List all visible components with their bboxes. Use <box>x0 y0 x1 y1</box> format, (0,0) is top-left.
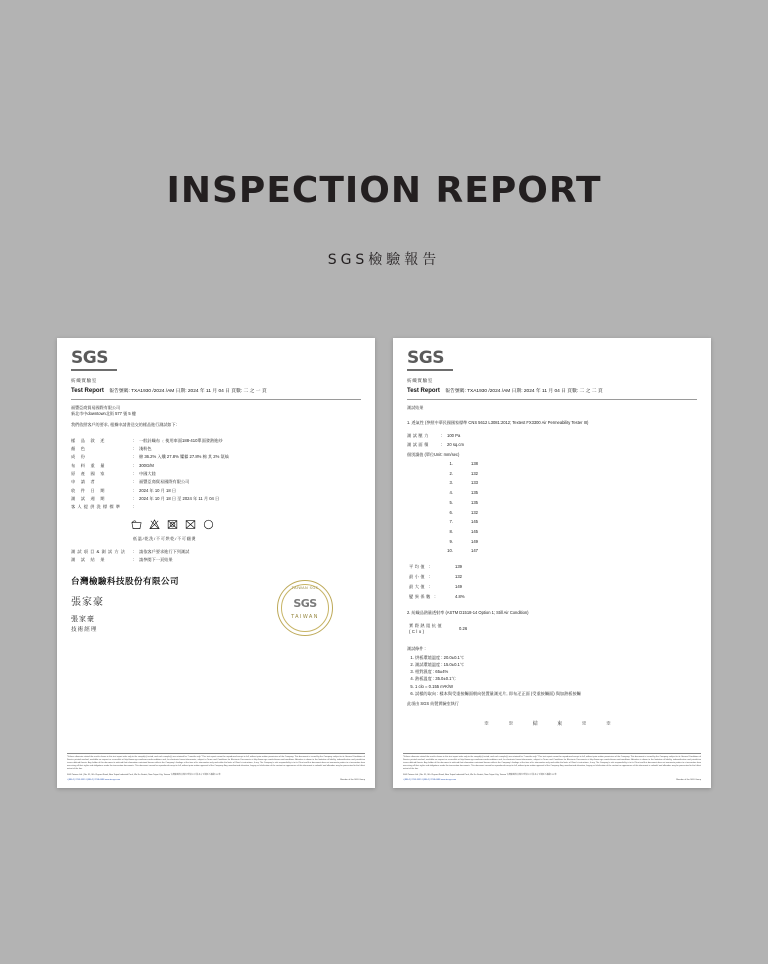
table-row <box>71 470 361 478</box>
table-row <box>409 583 465 591</box>
list-item: 6. 試樣的取向 : 樣本與受重接觸面朝向裝置量測光片, 即布疋正面 (受重接觸面) 與加熱板接觸 <box>415 690 697 697</box>
reading-index: 3. <box>449 480 453 486</box>
footer-address: SGS Taiwan Ltd. | No. 31, Wu Chyuan Road, New Taipei Industrial Park, Wu Ku District, New Taipei City, Taiwan 台灣檢驗科技股份有限公司 新北市五股區五權路 31 號 <box>67 773 221 776</box>
care-note: 低溫/乾洗/不可烘乾/不可翻燙 <box>133 536 197 542</box>
sample-details-table <box>71 437 361 512</box>
client-address-block <box>71 405 361 418</box>
reading-value: 145 <box>471 519 478 525</box>
field-key: 測 試 結 果 <box>71 556 107 562</box>
footer-group-note: Member of the SGS Group <box>340 778 365 781</box>
stat-key: 最大值 : <box>409 583 432 589</box>
table-row <box>409 461 511 469</box>
table-row <box>71 487 361 495</box>
field-value <box>139 503 361 511</box>
conditions-heading: 測試條件 : <box>407 645 426 651</box>
reading-value: 133 <box>471 480 478 486</box>
report-label: Test Report <box>407 387 440 394</box>
table-row <box>409 509 511 517</box>
field-separator: : <box>133 495 135 501</box>
report-meta: 報告號碼: TXA1930 /2024 /AM 日期: 2024 年 11 月 04 日 頁數: 二 之 二 頁 <box>445 388 603 394</box>
footer-contact-bar <box>403 779 701 782</box>
intro-text: 我們依照客戶的要求, 根據申請書送交的樣品進行測試如下: <box>71 421 177 427</box>
param-separator: : <box>441 441 443 447</box>
report-page-1[interactable] <box>57 338 375 788</box>
logo-divider <box>407 369 453 371</box>
param-value: 100 Pa <box>447 433 461 439</box>
reading-value: 135 <box>471 490 478 496</box>
table-row <box>409 470 511 478</box>
field-separator: : <box>133 454 135 460</box>
footer-contact[interactable]: t (886-2) 2299-3939 f (886-2) 2298-0488 www.tw.sgs.com <box>67 778 121 781</box>
field-value: 棉 36.2% 入纖 27.8% 嫘縈 27.8% 棉 其 2% 氨綸 <box>139 454 229 460</box>
fine-print: *Unless otherwise stated the results shown in this test report refer only to the sample(s) tested, and such sample(s) are retained for 7 months only.* This test report cannot be reproduced except in full, without prior written permission of the Company. This document is issued by the Company subject to its General Conditions of Service printed overleaf, available on request or accessible at http://www.sgs.com/terms-and-conditions and, for electronic format documents, subject to Terms and Conditions for Electronic Documents at http://www.sgs.com/en/terms-and-conditions. Attention is drawn to the limitation of liability, indemnification and jurisdiction issues defined therein. Any holder of this document is advised that information contained hereon reflects the Company's findings at the time of its intervention only and within the limits of Client's instructions, if any. The Company's sole responsibility is to its Client and this document does not exonerate parties to a transaction from exercising all their rights and obligations under the transaction documents. This document cannot be reproduced except in full, without prior written approval of the Company. Any unauthorized alteration, forgery or falsification of the content or appearance of this document is unlawful and offenders may be prosecuted to the fullest extent of the law. <box>67 756 365 771</box>
table-row <box>71 445 361 453</box>
param-key: 測試面積 <box>407 441 430 447</box>
stat-key: 最小值 : <box>409 573 432 579</box>
reading-index: 7. <box>449 519 453 525</box>
report-meta: 報告號碼: TXA1930 /2024 /AM 日期: 2024 年 11 月 04 日 頁數: 二 之 一 頁 <box>109 388 267 394</box>
list-item: 5. 1 clo = 0.155 m²K/W <box>415 683 697 690</box>
test-2-title: 2. 紡織品熱量透射率 (ASTM D1518-14 Option 1; Still Air Condition) <box>407 609 529 615</box>
signature-handwriting: 張家豪 <box>71 597 104 609</box>
lab-name: 紡織實驗室 <box>407 377 433 383</box>
reading-index: 8. <box>449 528 453 534</box>
test-2-result <box>407 620 469 638</box>
signature-block <box>71 576 361 648</box>
field-key: 客人提供洗標標準 <box>71 504 123 510</box>
table-row <box>71 548 361 556</box>
field-value: 2024 年 10 月 18 日 至 2024 年 11 月 04 日 <box>139 495 220 501</box>
report-page-2[interactable] <box>393 338 711 788</box>
reading-value: 132 <box>471 509 478 515</box>
field-value: 一般針織布 ﹝使用車面188-410單面發熱進紗 <box>139 437 223 443</box>
reading-index: 6. <box>449 509 453 515</box>
client-line-2: 新北市中downtown北街 577 號 5 樓 <box>71 411 136 417</box>
page-subtitle: SGS檢驗報告 <box>327 252 441 268</box>
client-line-1: 福豐亞商貿易國際有限公司 <box>71 404 121 410</box>
table-row <box>71 437 361 445</box>
field-value: 請參閱下一頁結果 <box>139 556 173 562</box>
table-row <box>409 548 511 556</box>
table-row <box>409 538 511 546</box>
page-title: INSPECTION REPORT <box>166 170 602 211</box>
stat-value: 149 <box>455 583 462 589</box>
test-1-title: 1. 透氣性 (參照中華民國國家標準 CNS 5612 L3081:2012; Textest FX3300 Air Permeability Tester III) <box>407 420 589 426</box>
sgs-logo: SGS <box>407 350 697 371</box>
report-header-line <box>407 387 697 400</box>
table-row <box>409 490 511 498</box>
stat-key: 變異係數 : <box>409 593 438 599</box>
closing-note: 此項由 SGS 紡製實驗室執行 <box>407 700 459 706</box>
result-value: 0.26 <box>459 626 468 632</box>
document-footer <box>67 753 365 782</box>
reading-value: 149 <box>471 538 478 544</box>
sgs-logo: SGS <box>71 350 361 371</box>
seal-main-text: SGS <box>293 596 317 610</box>
table-row <box>409 593 465 601</box>
table-row <box>71 495 361 503</box>
fine-print: *Unless otherwise stated the results shown in this test report refer only to the sample(s) tested, and such sample(s) are retained for 7 months only.* This test report cannot be reproduced except in full, without prior written permission of the Company. This document is issued by the Company subject to its General Conditions of Service printed overleaf, available on request or accessible at http://www.sgs.com/terms-and-conditions and, for electronic format documents, subject to Terms and Conditions for Electronic Documents at http://www.sgs.com/en/terms-and-conditions. Attention is drawn to the limitation of liability, indemnification and jurisdiction issues defined therein. Any holder of this document is advised that information contained hereon reflects the Company's findings at the time of its intervention only and within the limits of Client's instructions, if any. The Company's sole responsibility is to its Client and this document does not exonerate parties to a transaction from exercising all their rights and obligations under the transaction documents. This document cannot be reproduced except in full, without prior written approval of the Company. Any unauthorized alteration, forgery or falsification of the content or appearance of this document is unlawful and offenders may be prosecuted to the fullest extent of the law. <box>403 756 701 771</box>
seal-sub-text: TAIWAN <box>291 613 319 620</box>
reading-index: 5. <box>449 499 453 505</box>
statistics-table <box>407 561 467 603</box>
field-separator: : <box>133 437 135 443</box>
table-row <box>71 462 361 470</box>
stat-key: 平均值 : <box>409 564 432 570</box>
report-label: Test Report <box>71 387 104 394</box>
reading-index: 10. <box>447 548 453 554</box>
field-value: 300G/M <box>139 462 154 468</box>
result-key: 實際熱阻抗值(Clo) <box>409 622 444 635</box>
field-value: 2024 年 10 月 18 日 <box>139 487 177 493</box>
field-key: 申 請 者 <box>71 479 97 485</box>
care-symbols-row <box>131 519 361 530</box>
field-separator: : <box>133 504 135 510</box>
reading-index: 2. <box>449 470 453 476</box>
logo-divider <box>71 369 117 371</box>
table-row <box>71 454 361 462</box>
list-item: 1. 烘板環境溫度 : 20.0±0.1℃ <box>415 654 697 661</box>
table-row <box>407 441 697 449</box>
field-key: 原 產 國 家 <box>71 470 107 476</box>
field-value: 淺粉色 <box>139 446 152 452</box>
wash-tub-icon <box>131 519 142 530</box>
footer-bar <box>67 774 365 777</box>
stat-value: 139 <box>455 564 462 570</box>
end-mark: ※ ※ 結 束 ※ ※ <box>484 721 620 728</box>
reading-index: 9. <box>449 538 453 544</box>
field-separator: : <box>133 446 135 452</box>
param-separator: : <box>441 433 443 439</box>
field-key: 樣 品 敘 述 <box>71 437 107 443</box>
field-key: 測 試 週 期 <box>71 495 107 501</box>
table-row <box>409 573 465 581</box>
list-item: 2. 測試環境溫度 : 15.0±0.1℃ <box>415 661 697 668</box>
field-separator: : <box>133 470 135 476</box>
stat-value: 4.8% <box>455 593 465 599</box>
readings-label: 個別讀值 (單位Unit: mm/sec) <box>407 452 460 458</box>
table-row <box>409 528 511 536</box>
reading-index: 1. <box>449 461 453 467</box>
reading-value: 147 <box>471 548 478 554</box>
company-name-cn: 台灣檢驗科技股份有限公司 <box>71 577 180 588</box>
list-item: 3. 相對濕度 : 65±4% <box>415 668 697 675</box>
readings-table <box>407 459 513 558</box>
tumble-dry-icon <box>167 519 178 530</box>
table-row <box>71 556 361 564</box>
table-row <box>407 433 697 441</box>
conditions-list <box>407 654 697 697</box>
field-value: 中國大陸 <box>139 470 156 476</box>
field-key: 測試項目&測試方法 <box>71 548 128 554</box>
signer-title: 技術經理 <box>71 626 98 633</box>
field-separator: : <box>133 556 135 562</box>
official-seal-icon <box>277 580 333 636</box>
list-item: 4. 熱板溫度 : 35.0±0.1℃ <box>415 675 697 682</box>
reading-index: 4. <box>449 490 453 496</box>
field-separator: : <box>133 548 135 554</box>
document-footer <box>403 753 701 782</box>
footer-contact-bar <box>67 779 365 782</box>
field-separator: : <box>133 462 135 468</box>
reading-value: 135 <box>471 499 478 505</box>
signer-name: 張家豪 <box>71 614 95 623</box>
reading-value: 132 <box>471 470 478 476</box>
bleach-triangle-icon <box>149 519 160 530</box>
documents-container <box>0 338 768 810</box>
param-value: 20 sq.cm <box>447 441 464 447</box>
table-row <box>71 478 361 486</box>
iron-icon <box>185 519 196 530</box>
footer-bar <box>403 774 701 777</box>
table-row <box>409 519 511 527</box>
field-key: 成 份 <box>71 454 88 460</box>
field-key: 顏 色 <box>71 446 88 452</box>
results-heading: 測試結果 <box>407 404 424 410</box>
report-header-line <box>71 387 361 400</box>
footer-group-note: Member of the SGS Group <box>676 778 701 781</box>
seal-top-text: TAIWAN SGS <box>291 586 319 591</box>
table-row <box>409 622 467 636</box>
reading-value: 145 <box>471 528 478 534</box>
table-row <box>409 563 465 571</box>
table-row <box>409 499 511 507</box>
dry-clean-icon <box>203 519 214 530</box>
stat-value: 132 <box>455 573 462 579</box>
footer-contact[interactable]: t (886-2) 2299-3939 f (886-2) 2298-0488 www.tw.sgs.com <box>403 778 457 781</box>
field-value: 請依客戶要求進行下列測試 <box>139 548 190 554</box>
field-key: 布 料 重 量 <box>71 462 107 468</box>
test-method-table <box>71 548 361 565</box>
field-separator: : <box>133 487 135 493</box>
reading-value: 138 <box>471 461 478 467</box>
page-header <box>0 170 768 269</box>
test-1-parameters <box>407 433 697 450</box>
table-row <box>71 503 361 511</box>
field-separator: : <box>133 479 135 485</box>
field-value: 福豐亞商貿易國際有限公司 <box>139 479 190 485</box>
param-key: 測試壓力 <box>407 433 430 439</box>
footer-address: SGS Taiwan Ltd. | No. 31, Wu Chyuan Road, New Taipei Industrial Park, Wu Ku District, New Taipei City, Taiwan 台灣檢驗科技股份有限公司 新北市五股區五權路 31 號 <box>403 773 557 776</box>
lab-name: 紡織實驗室 <box>71 377 97 383</box>
table-row <box>409 480 511 488</box>
field-key: 收 件 日 期 <box>71 487 107 493</box>
